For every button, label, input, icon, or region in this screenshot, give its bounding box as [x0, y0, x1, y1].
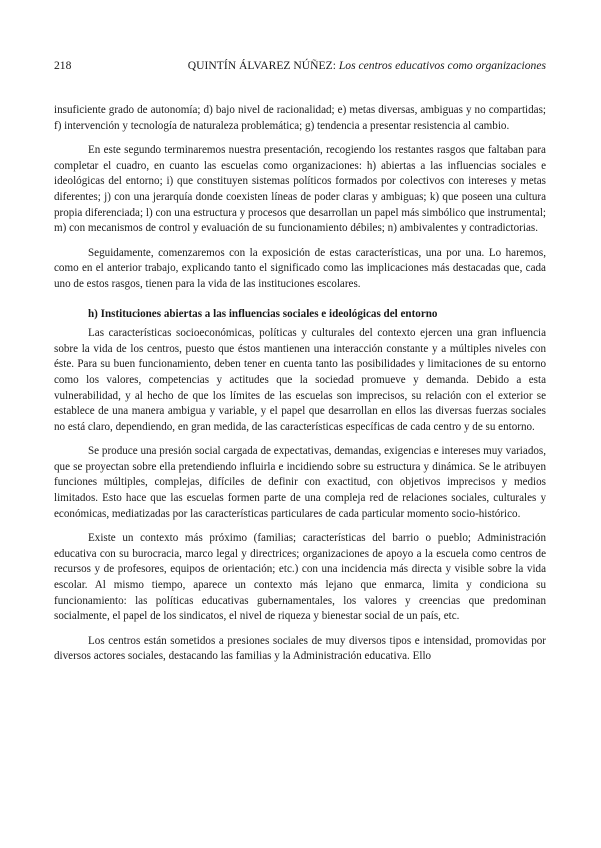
page-header	[54, 58, 546, 74]
paragraph: Seguidamente, comenzaremos con la exposición de estas características, una por una. Lo haremos, como en el anterior trabajo, explicando tanto el significado como las implicaciones más destacadas que, cada uno de estos rasgos, tienen para la vida de las instituciones escolares.	[54, 246, 546, 290]
section-heading: h) Instituciones abiertas a las influencias sociales e ideológicas del entorno	[88, 307, 438, 320]
paragraph: Se produce una presión social cargada de expectativas, demandas, exigencias e intereses muy variados, que se proyectan sobre ella pretendiendo influirla e incidiendo sobre su estructura y dinámica. Se le atribuyen funciones múltiples, complejas, difíciles de definir con exactitud, con objetivos imprecisos y medios limitados. Esto hace que las escuelas formen parte de una compleja red de relaciones sociales, culturales y económicas, mediatizadas por las características particulares de cada particular momento socio-histórico.	[54, 445, 546, 520]
page-number: 218	[54, 59, 72, 72]
paragraph: Las características socioeconómicas, políticas y culturales del contexto ejercen una gran influencia sobre la vida de los centros, puesto que éstos mantienen una interacción constante y a múltiples niveles con éste. Para su buen funcionamiento, deben tener en cuenta tanto las posibilidades y limitaciones de su entorno como los valores, competencias y actitudes que la sociedad promueve y demanda. Debido a esta vulnerabilidad, y al hecho de que los límites de las escuelas son imprecisos, su relación con el exterior se establece de una manera ambigua y variable, y el papel que desarrollan en ellos las diversas fuerzas sociales no está claro, dependiendo, en gran medida, de las características específicas de cada centro y de su entorno.	[54, 327, 546, 433]
running-head-title: Los centros educativos como organizaciones	[338, 59, 546, 72]
paragraph: Los centros están sometidos a presiones sociales de muy diversos tipos e intensidad, promovidas por diversos actores sociales, destacando las familias y la Administración educativa. Ello	[54, 634, 546, 663]
paragraph: En este segundo terminaremos nuestra presentación, recogiendo los restantes rasgos que faltaban para completar el cuadro, en cuanto las escuelas como organizaciones: h) abiertas a las influencias sociales e ideológicas del entorno; i) que constituyen sistemas políticos formados por colectivos con intereses y metas diferentes; j) con una jerarquía donde coexisten líneas de poder claras y ambiguas; k) que poseen una cultura propia diferenciada; l) con una estructura y procesos que desarrollan un papel más simbólico que instrumental; m) con mecanismos de control y evaluación de su funcionamiento débiles; n) ambivalentes y contradictorias.	[54, 144, 546, 235]
paragraph-continuation: insuficiente grado de autonomía; d) bajo nivel de racionalidad; e) metas diversas, ambiguas y no compartidas; f) intervención y tecnología de naturaleza problemática; g) tendencia a presentar resistencia al cambio.	[54, 104, 546, 132]
running-head	[188, 58, 546, 74]
body-text	[54, 103, 546, 674]
paragraph: Existe un contexto más próximo (familias; características del barrio o pueblo; Administración educativa con su burocracia, marco legal y directrices; organizaciones de apoyo a la escuela como centros de recursos y de profesores, equipos de orientación; etc.) con una incidencia más directa y visible sobre la vida escolar. Al mismo tiempo, aparece un contexto más lejano que enmarca, limita y condiciona su funcionamiento: las políticas educativas gubernamentales, los valores y creencias que predominan socialmente, el papel de los sindicatos, el nivel de riqueza y bienestar social de un país, etc.	[54, 532, 546, 623]
running-head-author: QUINTÍN ÁLVAREZ NÚÑEZ:	[187, 59, 336, 72]
